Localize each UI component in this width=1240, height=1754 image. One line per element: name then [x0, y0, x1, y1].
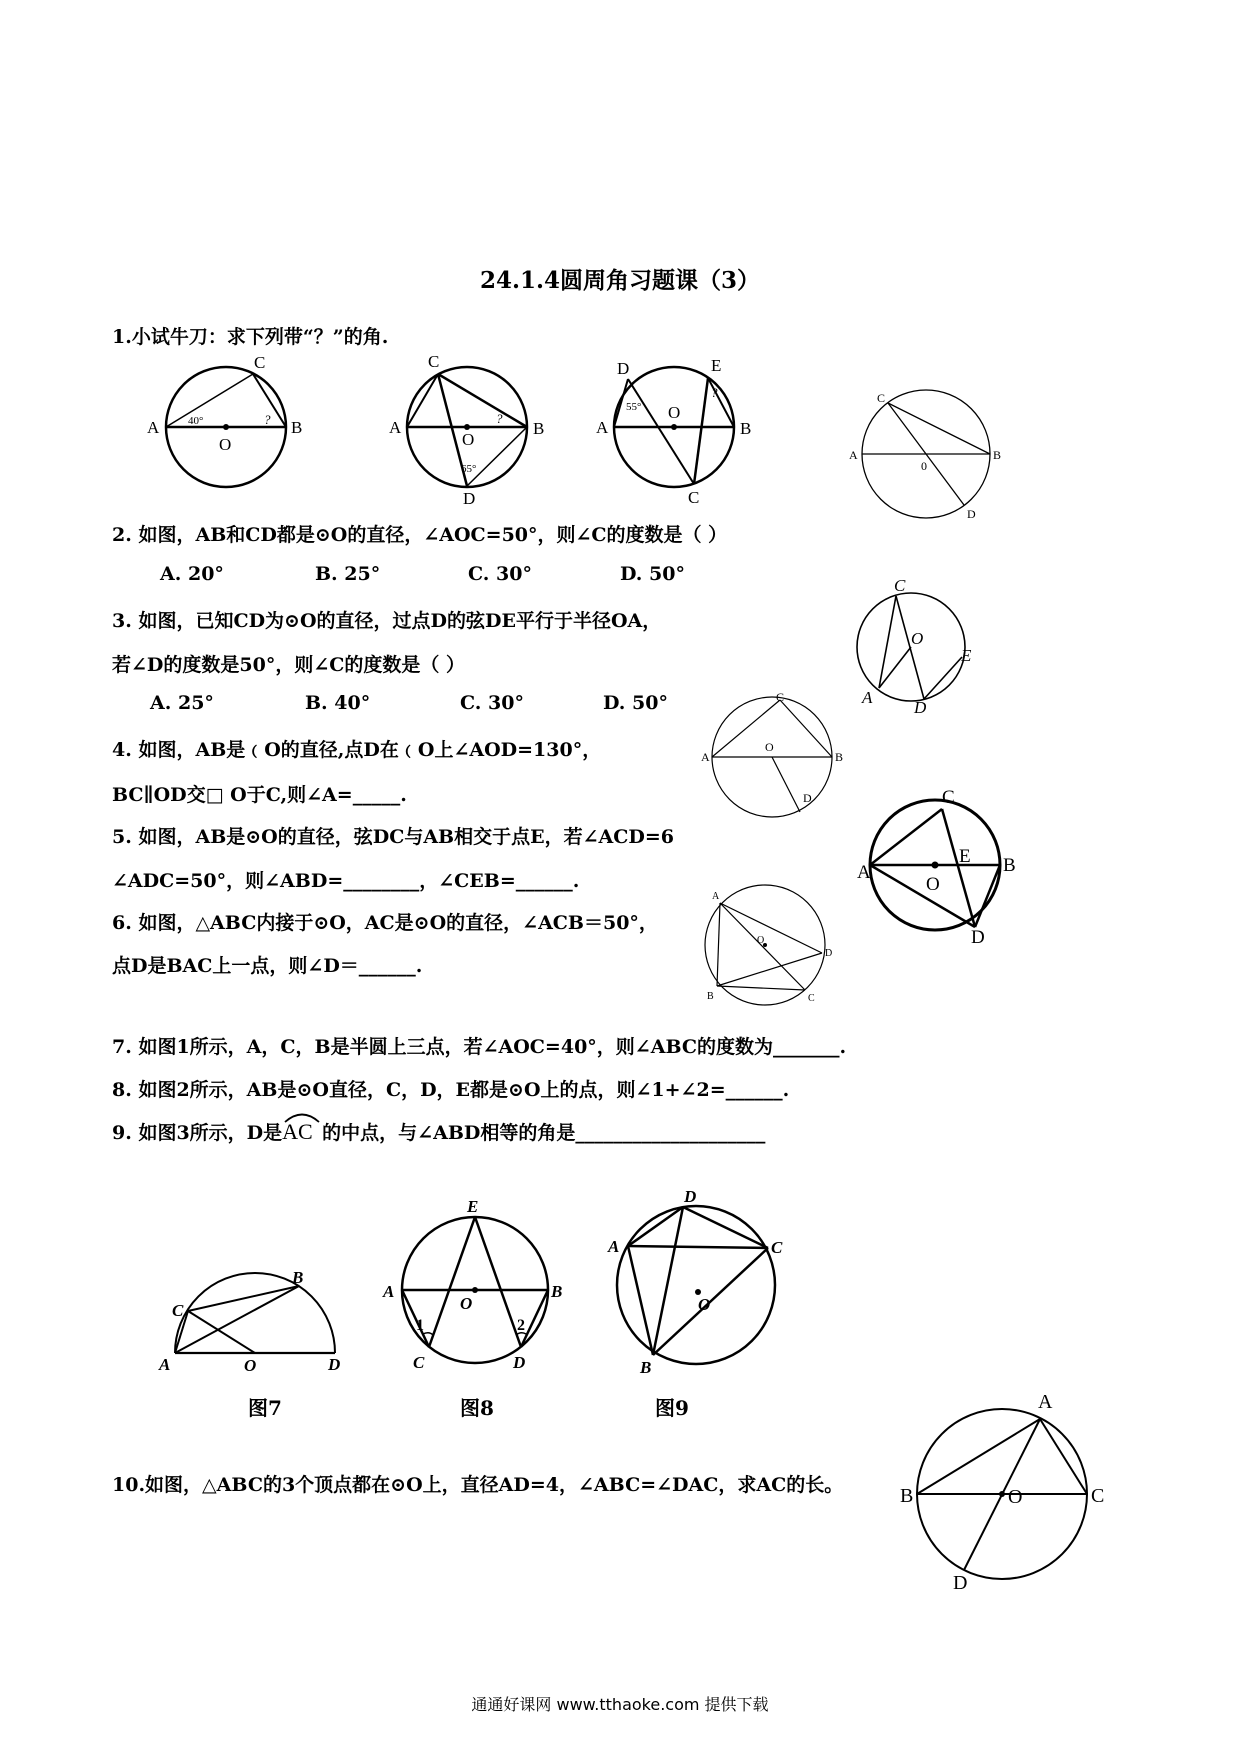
point-a-label: A [701, 750, 710, 764]
point-d-label: D [463, 489, 476, 508]
figure-8 [380, 1197, 570, 1375]
figure-3 [855, 578, 985, 718]
question-4-line-2: BC∥OD交□ O于C,则∠A=_____. [112, 784, 407, 806]
point-b-label: B [640, 1358, 652, 1377]
point-c-label: C [942, 787, 955, 808]
unknown-angle-label: ? [496, 411, 503, 426]
point-d-label: D [328, 1355, 341, 1374]
question-6-line-1: 6. 如图，△ABC内接于⊙O，AC是⊙O的直径，∠ACB＝50°， [112, 912, 658, 934]
page-title: 24.1.4圆周角习题课（3） [479, 267, 761, 294]
point-e-label: E [961, 646, 972, 665]
figure-7 [155, 1265, 355, 1375]
question-3-line-2: 若∠D的度数是50°，则∠C的度数是（ ） [112, 654, 465, 676]
q2-option-a: A. 20° [160, 563, 224, 585]
point-b-label: B [900, 1485, 914, 1507]
center-o-label: O [460, 1294, 473, 1313]
arc-ac [282, 1119, 322, 1145]
center-o-label: O [668, 403, 681, 422]
point-b-label: B [533, 419, 545, 438]
point-c-label: C [428, 352, 440, 371]
center-o-label: O [911, 629, 924, 648]
q2-option-c: C. 30° [468, 563, 532, 585]
figure-8-caption: 图8 [460, 1396, 494, 1420]
point-a-label: A [596, 418, 609, 437]
point-c-label: C [413, 1353, 425, 1372]
figure-2 [840, 385, 1020, 530]
point-a-label: A [147, 418, 160, 437]
center-o-label: O [244, 1356, 257, 1375]
unknown-angle-label: ? [264, 412, 271, 427]
arc-ac-label: AC [282, 1119, 313, 1144]
point-a-label: A [383, 1282, 395, 1301]
figure-1a [140, 350, 320, 500]
point-c-label: C [1091, 1485, 1105, 1507]
figure-9 [605, 1187, 790, 1377]
q2-option-d: D. 50° [620, 563, 685, 585]
center-o-label: 0 [921, 459, 927, 473]
figure-1b [385, 350, 555, 510]
figure-4 [701, 690, 845, 817]
point-d-label: D [684, 1187, 697, 1206]
center-o-label: O [462, 430, 475, 449]
center-o-label: O [219, 435, 232, 454]
point-d-label: D [971, 927, 985, 948]
question-5-line-2: ∠ADC=50°，则∠ABD=________，∠CEB=______. [112, 870, 580, 892]
point-b-label: B [835, 750, 844, 764]
point-a-label: A [849, 448, 858, 462]
figure-1c [590, 350, 760, 510]
point-c-label: C [771, 1238, 783, 1257]
point-d-label: D [617, 359, 630, 378]
point-a-label: A [862, 688, 873, 707]
point-c-label: C [894, 576, 906, 595]
point-c-label: C [254, 353, 266, 372]
q3-option-b: B. 40° [305, 692, 371, 714]
arc-symbol-icon [282, 1109, 322, 1123]
point-c-label: C [808, 993, 815, 1004]
point-b-label: B [291, 418, 303, 437]
figure-5 [855, 784, 1035, 948]
angle-label: 55° [626, 401, 642, 413]
point-d-label: D [825, 948, 833, 959]
question-9-suffix: 的中点，与∠ABD相等的角是____________________ [322, 1122, 766, 1144]
question-7: 7. 如图1所示，A，C，B是半圆上三点，若∠AOC=40°，则∠ABC的度数为_______. [112, 1036, 847, 1058]
point-a-label: A [159, 1355, 171, 1374]
question-6-line-2: 点D是BAC上一点，则∠D＝______. [112, 955, 423, 977]
question-5-line-1: 5. 如图，AB是⊙O的直径，弦DC与AB相交于点E，若∠ACD=6 [112, 826, 675, 848]
point-b-label: B [993, 448, 1002, 462]
point-d-label: D [967, 507, 976, 521]
point-b-label: B [551, 1282, 563, 1301]
question-3-line-1: 3. 如图，已知CD为⊙O的直径，过点D的弦DE平行于半径OA， [112, 610, 662, 632]
center-o-label: O [765, 740, 774, 754]
angle-1-label: 1 [416, 1317, 424, 1334]
angle-2-label: 2 [517, 1317, 525, 1334]
point-c-label: C [172, 1301, 184, 1320]
figure-9-caption: 图9 [655, 1396, 689, 1420]
point-d-label: D [953, 1572, 968, 1594]
question-1: 1.小试牛刀：求下列带“？”的角. [112, 326, 389, 348]
point-c-label: C [688, 488, 700, 507]
point-c-label: C [776, 690, 785, 704]
question-2: 2. 如图，AB和CD都是⊙O的直径，∠AOC=50°，则∠C的度数是（ ） [112, 524, 728, 546]
point-e-label: E [467, 1197, 479, 1216]
question-10: 10.如图，△ABC的3个顶点都在⊙O上，直径AD=4，∠ABC=∠DAC，求AC的长。 [112, 1474, 844, 1496]
center-o-label: O [1008, 1486, 1023, 1508]
figure-6 [700, 886, 840, 1006]
question-8: 8. 如图2所示，AB是⊙O直径，C，D，E都是⊙O上的点，则∠1+∠2=______. [112, 1079, 790, 1101]
center-o-label: O [926, 874, 940, 895]
footer-source: 通通好课网 www.tthaoke.com 提供下载 [471, 1695, 769, 1714]
point-d-label: D [513, 1353, 526, 1372]
center-o-label: O [698, 1295, 711, 1314]
point-a-label: A [857, 862, 871, 883]
point-e-label: E [711, 356, 722, 375]
center-o-label: O [757, 935, 765, 946]
point-b-label: B [740, 419, 752, 438]
point-b-label: B [292, 1268, 304, 1287]
point-d-label: D [803, 791, 812, 805]
point-a-label: A [712, 891, 720, 902]
point-a-label: A [608, 1237, 620, 1256]
question-9 [112, 1118, 765, 1145]
question-4-line-1: 4. 如图，AB是﹙O的直径,点D在﹙O上∠AOD=130°， [112, 739, 602, 761]
q2-option-b: B. 25° [315, 563, 381, 585]
q3-option-a: A. 25° [150, 692, 214, 714]
point-b-label: B [1003, 855, 1016, 876]
q3-option-c: C. 30° [460, 692, 524, 714]
point-a-label: A [1038, 1391, 1053, 1413]
point-c-label: C [877, 391, 886, 405]
question-9-prefix: 9. 如图3所示，D是 [112, 1122, 283, 1144]
unknown-angle-label: ? [711, 385, 718, 400]
point-d-label: D [914, 698, 927, 717]
point-a-label: A [389, 418, 402, 437]
figure-10 [900, 1385, 1115, 1595]
angle-label: 65° [461, 463, 477, 475]
q3-option-d: D. 50° [603, 692, 668, 714]
figure-7-caption: 图7 [248, 1396, 282, 1420]
point-b-label: B [707, 991, 714, 1002]
point-e-label: E [959, 846, 971, 867]
angle-label: 40° [188, 415, 204, 427]
